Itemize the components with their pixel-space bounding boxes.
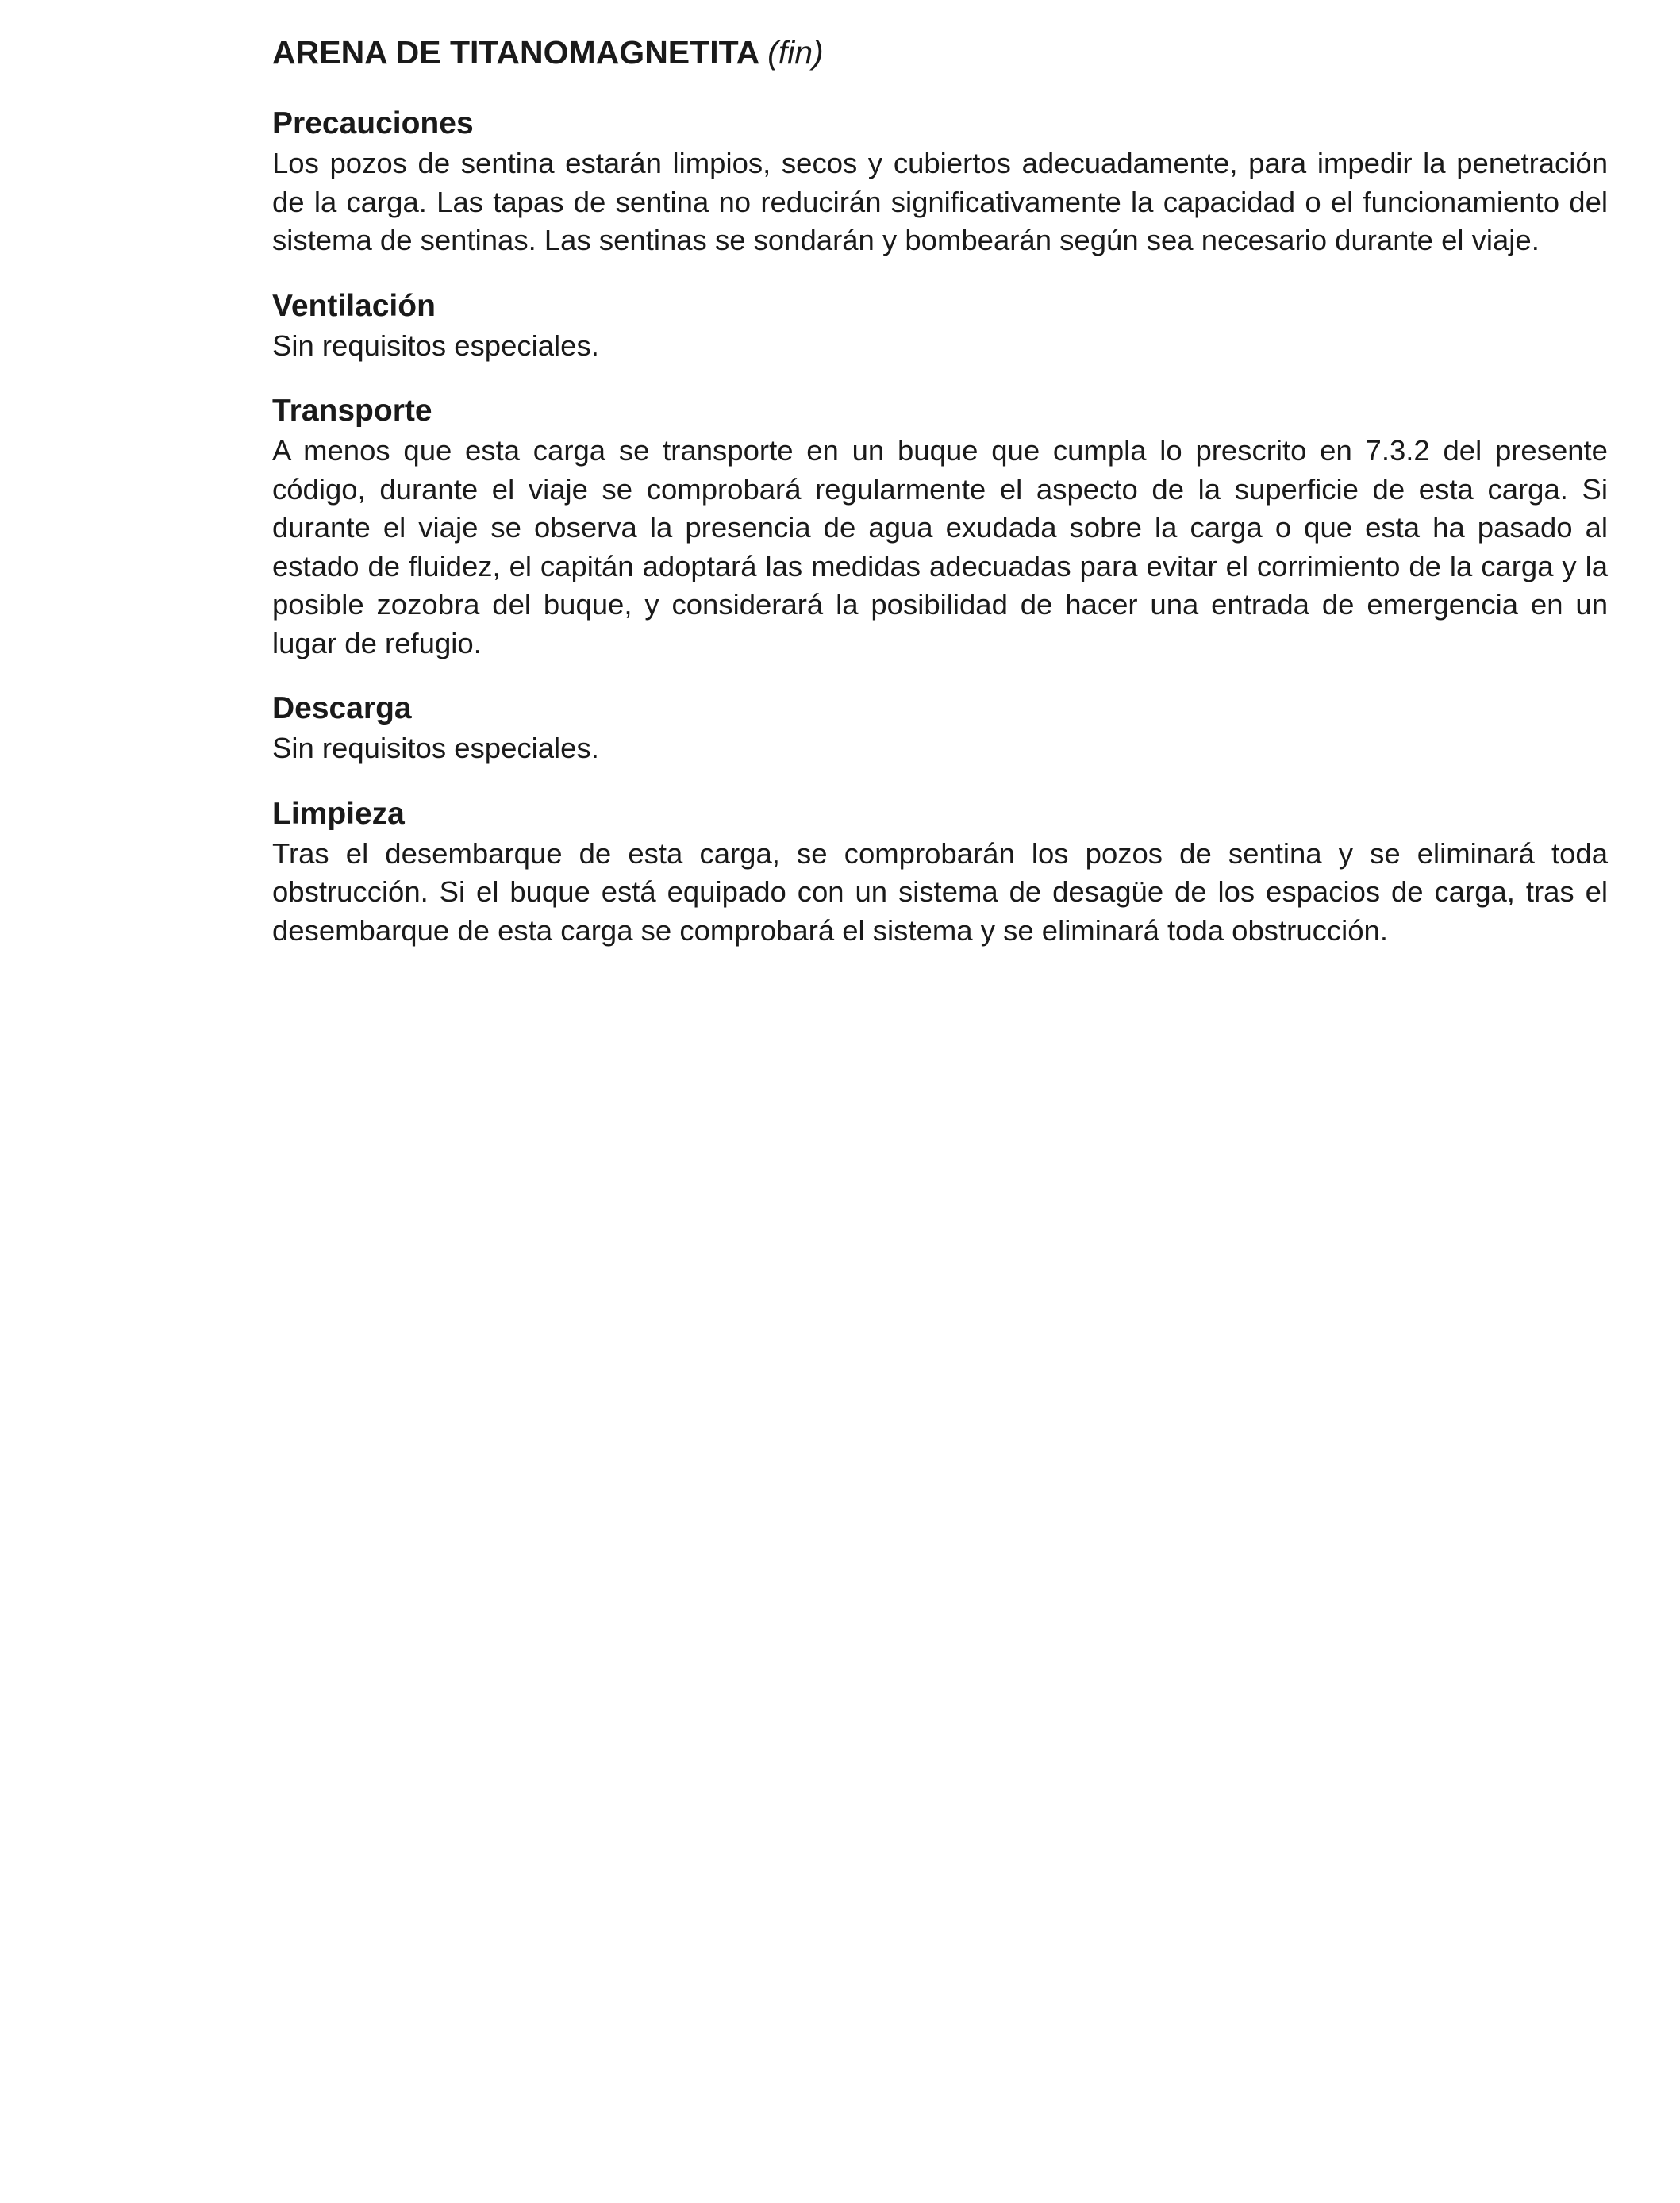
- document-title: [272, 29, 1608, 76]
- section-body: A menos que esta carga se transporte en un buque que cumpla lo prescrito en 7.3.2 del presente código, durante el viaje se comprobará regularmente el aspecto de la superficie de esta carga. Si durante el viaje se observa la presencia de agua exudada sobre la carga o que esta ha pasado al estado de fluidez, el capitán adoptará las medidas adecuadas para evitar el corrimiento de la carga y la posible zozobra del buque, y considerará la posibilidad de hacer una entrada de emergencia en un lugar de refugio.: [272, 434, 1608, 659]
- section-precauciones: [272, 103, 1608, 260]
- section-heading: Transporte: [272, 394, 432, 428]
- section-body: Sin requisitos especiales.: [272, 732, 599, 764]
- section-heading: Descarga: [272, 691, 412, 725]
- section-limpieza: [272, 794, 1608, 951]
- section-descarga: [272, 688, 1608, 768]
- document-page: [272, 29, 1608, 975]
- section-heading: Ventilación: [272, 288, 436, 323]
- section-body: Sin requisitos especiales.: [272, 329, 599, 362]
- section-heading: Precauciones: [272, 106, 474, 140]
- section-transporte: [272, 390, 1608, 663]
- document-title-text: ARENA DE TITANOMAGNETITA: [272, 34, 759, 71]
- section-ventilacion: [272, 286, 1608, 366]
- document-title-suffix: (fin): [767, 34, 824, 71]
- section-heading: Limpieza: [272, 796, 405, 831]
- section-body: Los pozos de sentina estarán limpios, secos y cubiertos adecuadamente, para impedir la penetración de la carga. Las tapas de sentina no reducirán significativamente la capacidad o el funcionamiento del sistema de sentinas. Las sentinas se sondarán y bombearán según sea necesario durante el viaje.: [272, 147, 1608, 256]
- section-body: Tras el desembarque de esta carga, se comprobarán los pozos de sentina y se eliminará toda obstrucción. Si el buque está equipado con un sistema de desagüe de los espacios de carga, tras el desembarque de esta carga se comprobará el sistema y se eliminará toda obstrucción.: [272, 836, 1608, 947]
